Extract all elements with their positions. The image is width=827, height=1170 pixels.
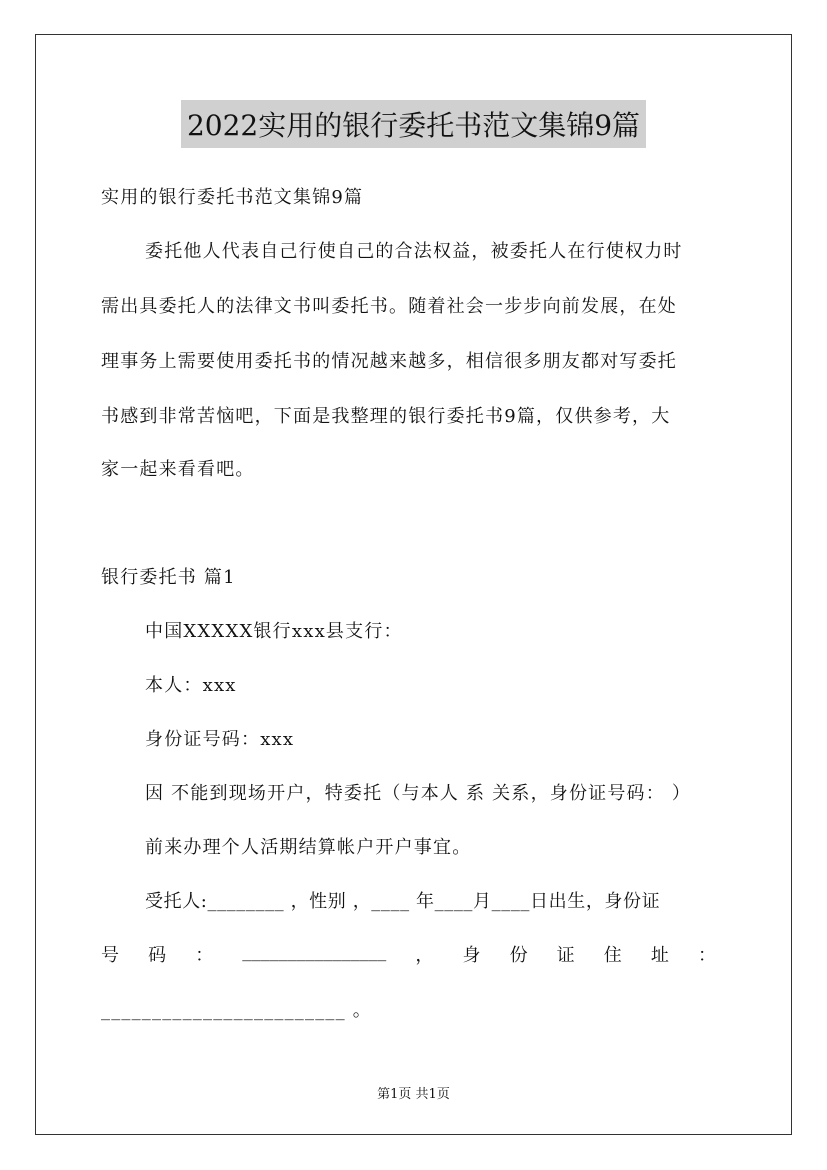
self-line: 本人：xxx <box>145 675 237 696</box>
id-row-char: 身 <box>462 945 481 966</box>
address-line: ________________________ 。 <box>101 1000 372 1021</box>
id-row-char: 码 <box>148 945 167 966</box>
intro-line-4: 书感到非常苦恼吧，下面是我整理的银行委托书9篇，仅供参考，大 <box>101 406 671 427</box>
intro-line-5: 家一起来看看吧。 <box>101 459 255 480</box>
id-address-row <box>101 941 716 967</box>
reason-line: 因 不能到现场开户，特委托（与本人 系 关系，身份证号码： ） <box>145 783 692 804</box>
id-row-char: 证 <box>556 945 575 966</box>
id-row-char: ， <box>415 945 434 966</box>
trustee-line: 受托人:________ ，性别 ，____ 年____月____日出生，身份证 <box>145 891 661 912</box>
page-footer: 第1页 共1页 <box>377 1087 450 1102</box>
intro-line-3: 理事务上需要使用委托书的情况越来越多，相信很多朋友都对写委托 <box>101 351 677 372</box>
section-heading: 银行委托书 篇1 <box>101 567 236 588</box>
intro-line-1: 委托他人代表自己行使自己的合法权益，被委托人在行使权力时 <box>145 241 683 262</box>
document-title: 2022实用的银行委托书范文集锦9篇 <box>181 100 646 148</box>
purpose-line: 前来办理个人活期结算帐户开户事宜。 <box>145 837 472 858</box>
id-row-char: 址 <box>650 945 669 966</box>
addressee: 中国XXXXX银行xxx县支行： <box>145 621 403 642</box>
title-wrap <box>0 100 827 148</box>
id-row-char: 份 <box>509 945 528 966</box>
id-row-blank: ________________ <box>242 941 387 962</box>
id-row-char: ： <box>195 945 214 966</box>
intro-line-2: 需出具委托人的法律文书叫委托书。随着社会一步步向前发展，在处 <box>101 296 677 317</box>
id-row-char: ： <box>697 945 716 966</box>
id-number-line: 身份证号码：xxx <box>145 729 295 750</box>
id-row-char: 号 <box>101 945 119 966</box>
id-row-char: 住 <box>603 945 622 966</box>
document-subtitle: 实用的银行委托书范文集锦9篇 <box>101 187 364 208</box>
